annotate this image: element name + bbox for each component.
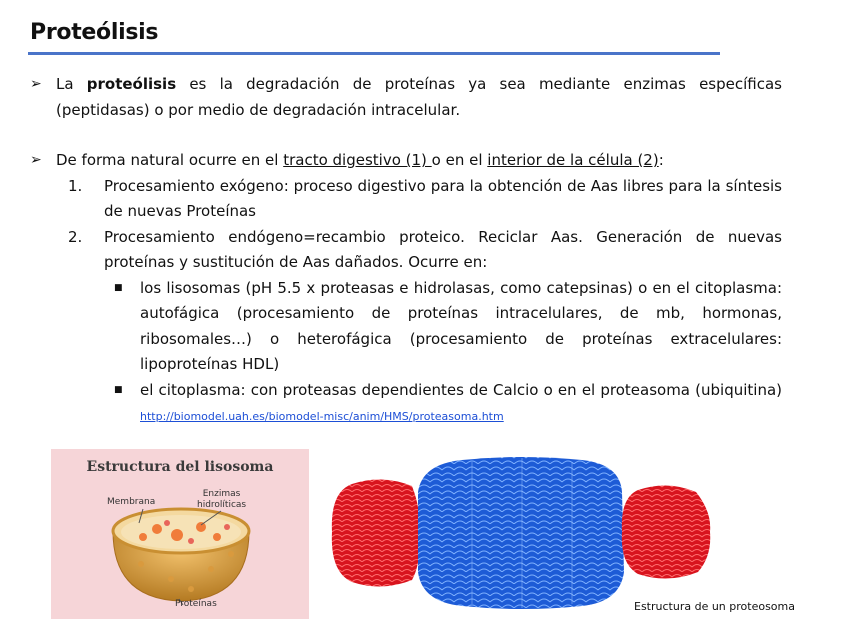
bullet2-mid: o en el bbox=[431, 151, 488, 169]
proteasome-illustration bbox=[322, 452, 722, 612]
bullet2-underline-digestive: tracto digestivo (1) bbox=[283, 151, 432, 169]
bullet1-bold-term: proteólisis bbox=[86, 75, 177, 93]
bullet-definition bbox=[30, 72, 782, 123]
bullet2-underline-cell: interior de la célula (2) bbox=[487, 151, 659, 169]
item-text: Procesamiento endógeno=recambio proteico. Reciclar Aas. Generación de nuevas proteínas y sustitución de Aas dañados. Ocurre en: bbox=[104, 227, 782, 271]
title-underline bbox=[28, 52, 720, 55]
proteasome-caption: Estructura de un proteosoma bbox=[634, 600, 795, 613]
lysosome-figure bbox=[51, 449, 309, 619]
bullet2-pre: De forma natural ocurre en el bbox=[56, 151, 284, 169]
numbered-item-exogenous bbox=[68, 174, 782, 225]
sub-bullet-cytoplasm bbox=[114, 378, 782, 430]
label-membrane: Membrana bbox=[107, 497, 156, 507]
bullet-natural-occurrence bbox=[30, 148, 782, 174]
square-bullet-icon: ■ bbox=[114, 384, 123, 395]
lysosome-illustration bbox=[51, 449, 309, 619]
item-number: 2. bbox=[68, 227, 83, 246]
label-enzymes bbox=[197, 489, 246, 511]
sub-bullet-text: el citoplasma: con proteasas dependientes de Calcio o en el proteasoma (ubiquitina) bbox=[140, 380, 782, 399]
arrow-bullet-icon: ➢ bbox=[30, 152, 42, 168]
bullet2-end: : bbox=[658, 151, 664, 169]
label-proteins: Proteínas bbox=[175, 599, 217, 609]
bullet1-rest: es la degradación de proteínas ya sea mediante enzimas específicas (peptidasas) o por medio de degradación intracelular. bbox=[56, 75, 782, 119]
label-enzymes-line1: Enzimas bbox=[202, 489, 241, 499]
arrow-bullet-icon: ➢ bbox=[30, 76, 42, 92]
slide-title: Proteólisis bbox=[30, 20, 159, 45]
proteasome-link[interactable]: http://biomodel.uah.es/biomodel-misc/anim/HMS/proteasoma.htm bbox=[140, 410, 504, 423]
label-enzymes-line2: hidrolíticas bbox=[197, 500, 247, 510]
proteasome-figure bbox=[322, 452, 722, 612]
item-text: Procesamiento exógeno: proceso digestivo para la obtención de Aas libres para la síntesis de nuevas Proteínas bbox=[104, 176, 782, 220]
numbered-item-endogenous bbox=[68, 225, 782, 276]
bullet1-pre: La bbox=[56, 75, 87, 93]
sub-bullet-lysosomes bbox=[114, 276, 782, 378]
item-number: 1. bbox=[68, 176, 83, 195]
lysosome-figure-title: Estructura del lisosoma bbox=[86, 459, 274, 475]
sub-bullet-text: los lisosomas (pH 5.5 x proteasas e hidrolasas, como catepsinas) o en el citoplasma: autofágica (procesamiento de proteínas intracelulares, de mb, hormonas, ribosomales…) o heterofágica (procesamiento de proteínas extracelulares: lipoproteínas HDL) bbox=[140, 278, 782, 373]
square-bullet-icon: ■ bbox=[114, 282, 123, 293]
slide-body bbox=[30, 72, 782, 430]
